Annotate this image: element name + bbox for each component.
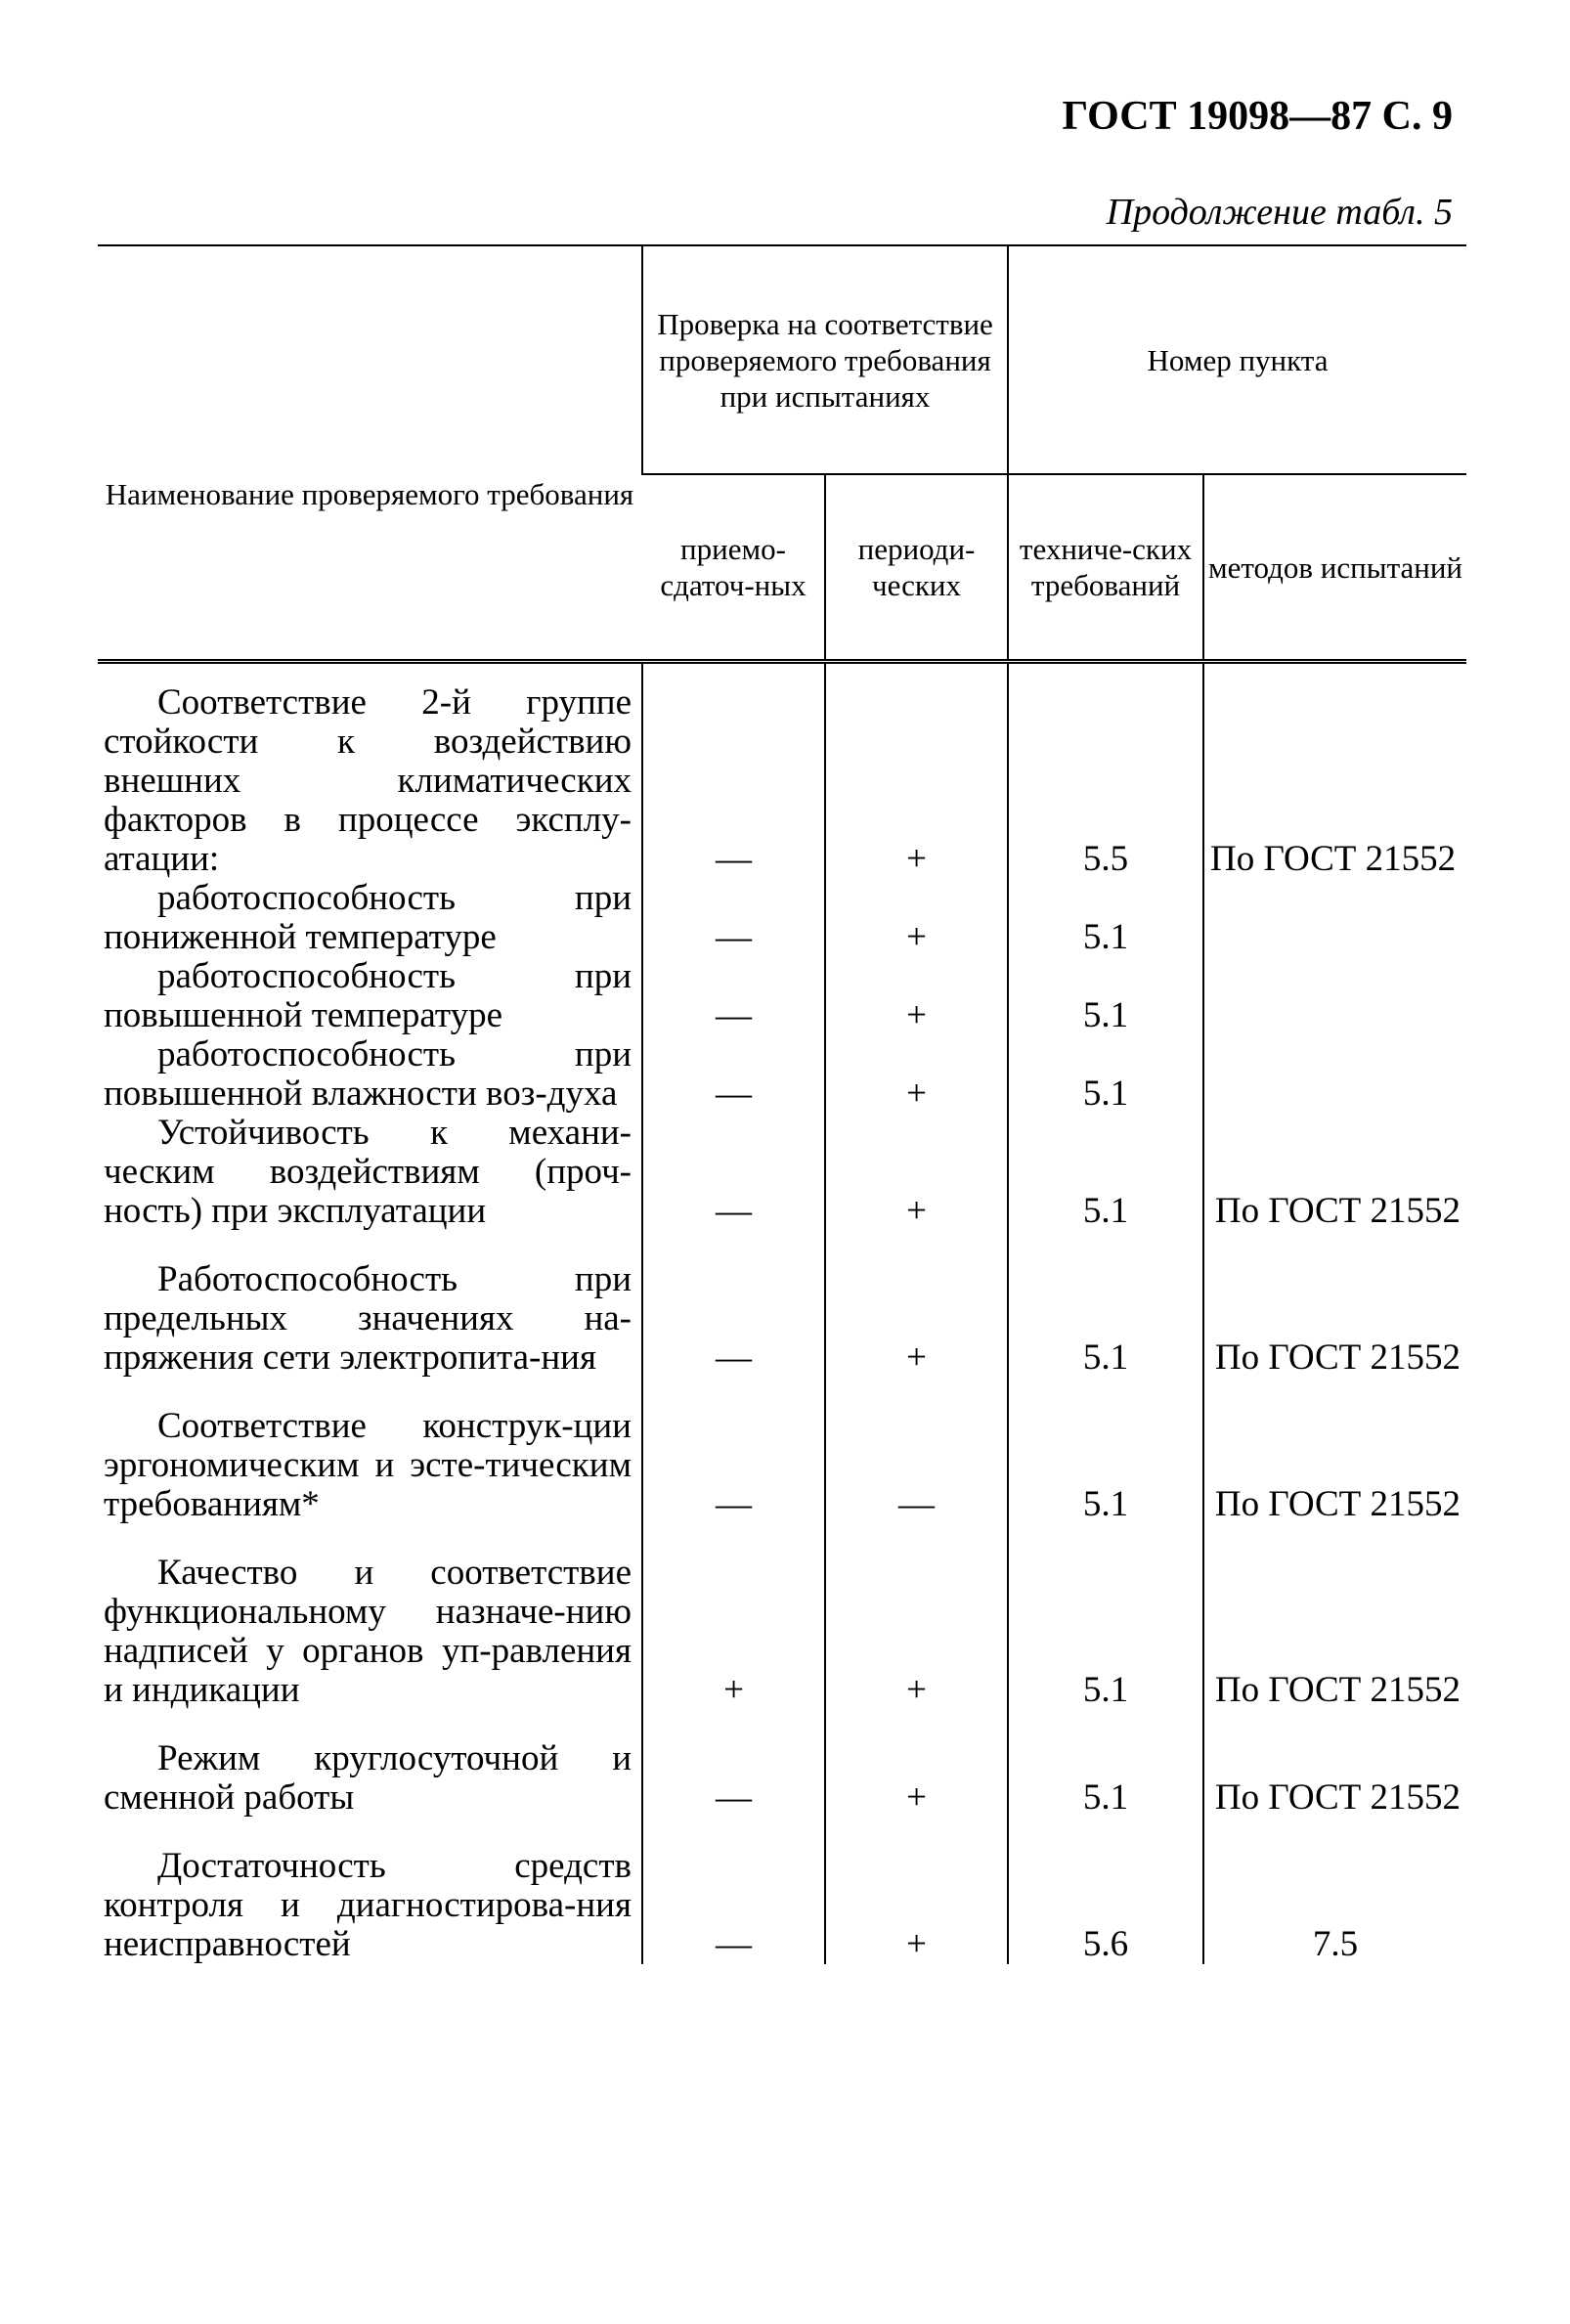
col-header-name: Наименование проверяемого требования <box>98 245 642 662</box>
row-acceptance: — <box>642 1260 825 1378</box>
row-tech: 5.1 <box>1008 1114 1203 1231</box>
row-methods: По ГОСТ 21552 <box>1203 1260 1466 1378</box>
row-methods <box>1203 957 1466 1035</box>
col-header-acceptance: приемо-сдаточ-ных <box>642 474 825 662</box>
row-acceptance: — <box>642 662 825 880</box>
table-row <box>98 957 1466 1035</box>
table-row <box>98 1554 1466 1710</box>
row-periodic: + <box>825 1554 1008 1710</box>
row-name: Соответствие 2-й группе стойкости к воздействию внешних климатических факторов в процессе эксплу-атации: <box>98 662 642 880</box>
table-row <box>98 879 1466 957</box>
row-tech: 5.6 <box>1008 1847 1203 1964</box>
table-row <box>98 1739 1466 1818</box>
page-header: ГОСТ 19098—87 С. 9 <box>1062 94 1453 139</box>
row-periodic: + <box>825 957 1008 1035</box>
row-periodic: + <box>825 1035 1008 1114</box>
row-name: работоспособность при повышенной температуре <box>104 956 632 1035</box>
row-periodic: + <box>825 1260 1008 1378</box>
col-header-methods: методов испытаний <box>1203 474 1466 662</box>
row-methods <box>1203 879 1466 957</box>
row-methods: 7.5 <box>1203 1847 1466 1964</box>
row-periodic: — <box>825 1407 1008 1524</box>
row-acceptance: — <box>642 1407 825 1524</box>
row-periodic: + <box>825 1847 1008 1964</box>
table-row <box>98 1035 1466 1114</box>
row-acceptance: — <box>642 1847 825 1964</box>
row-periodic: + <box>825 1739 1008 1818</box>
table-continuation-label: Продолжение табл. 5 <box>1106 192 1453 233</box>
row-tech: 5.1 <box>1008 1260 1203 1378</box>
row-name: Соответствие конструк-ции эргономическим и эсте-тическим требованиям* <box>104 1406 632 1524</box>
row-tech: 5.1 <box>1008 1554 1203 1710</box>
row-tech: 5.1 <box>1008 957 1203 1035</box>
table-row <box>98 662 1466 880</box>
table-row <box>98 1407 1466 1524</box>
row-name: работоспособность при повышенной влажности воз-духа <box>104 1034 632 1114</box>
row-methods: По ГОСТ 21552 <box>1203 1407 1466 1524</box>
col-group-check: Проверка на соответствие проверяемого требования при испытаниях <box>642 245 1008 474</box>
row-tech: 5.5 <box>1008 662 1203 880</box>
row-methods: По ГОСТ 21552 <box>1203 1554 1466 1710</box>
row-tech: 5.1 <box>1008 1739 1203 1818</box>
row-methods: По ГОСТ 21552 <box>1203 662 1466 880</box>
row-tech: 5.1 <box>1008 1407 1203 1524</box>
row-acceptance: — <box>642 1035 825 1114</box>
col-header-tech: техниче-ских требований <box>1008 474 1203 662</box>
row-periodic: + <box>825 1114 1008 1231</box>
row-name: Режим круглосуточной и сменной работы <box>104 1738 632 1818</box>
row-methods: По ГОСТ 21552 <box>1203 1114 1466 1231</box>
requirements-table <box>98 244 1466 1964</box>
row-methods: По ГОСТ 21552 <box>1203 1739 1466 1818</box>
row-methods <box>1203 1035 1466 1114</box>
row-tech: 5.1 <box>1008 1035 1203 1114</box>
row-periodic: + <box>825 879 1008 957</box>
table-row <box>98 1847 1466 1964</box>
row-name: Устойчивость к механи-ческим воздействиям (проч-ность) при эксплуатации <box>104 1113 632 1231</box>
row-tech: 5.1 <box>1008 879 1203 957</box>
row-periodic: + <box>825 662 1008 880</box>
row-acceptance: — <box>642 879 825 957</box>
table-row <box>98 1260 1466 1378</box>
row-acceptance: — <box>642 1114 825 1231</box>
row-acceptance: — <box>642 957 825 1035</box>
row-name: работоспособность при пониженной температуре <box>104 878 632 957</box>
col-header-periodic: периоди-ческих <box>825 474 1008 662</box>
col-group-number: Номер пункта <box>1008 245 1466 474</box>
row-name: Качество и соответствие функциональному назначе-нию надписей у органов уп-равления и индикации <box>104 1553 632 1710</box>
table-row <box>98 1114 1466 1231</box>
row-acceptance: — <box>642 1739 825 1818</box>
row-name: Работоспособность при предельных значениях на-пряжения сети электропита-ния <box>104 1259 632 1378</box>
row-acceptance: + <box>642 1554 825 1710</box>
row-name: Достаточность средств контроля и диагностирова-ния неисправностей <box>104 1846 632 1964</box>
